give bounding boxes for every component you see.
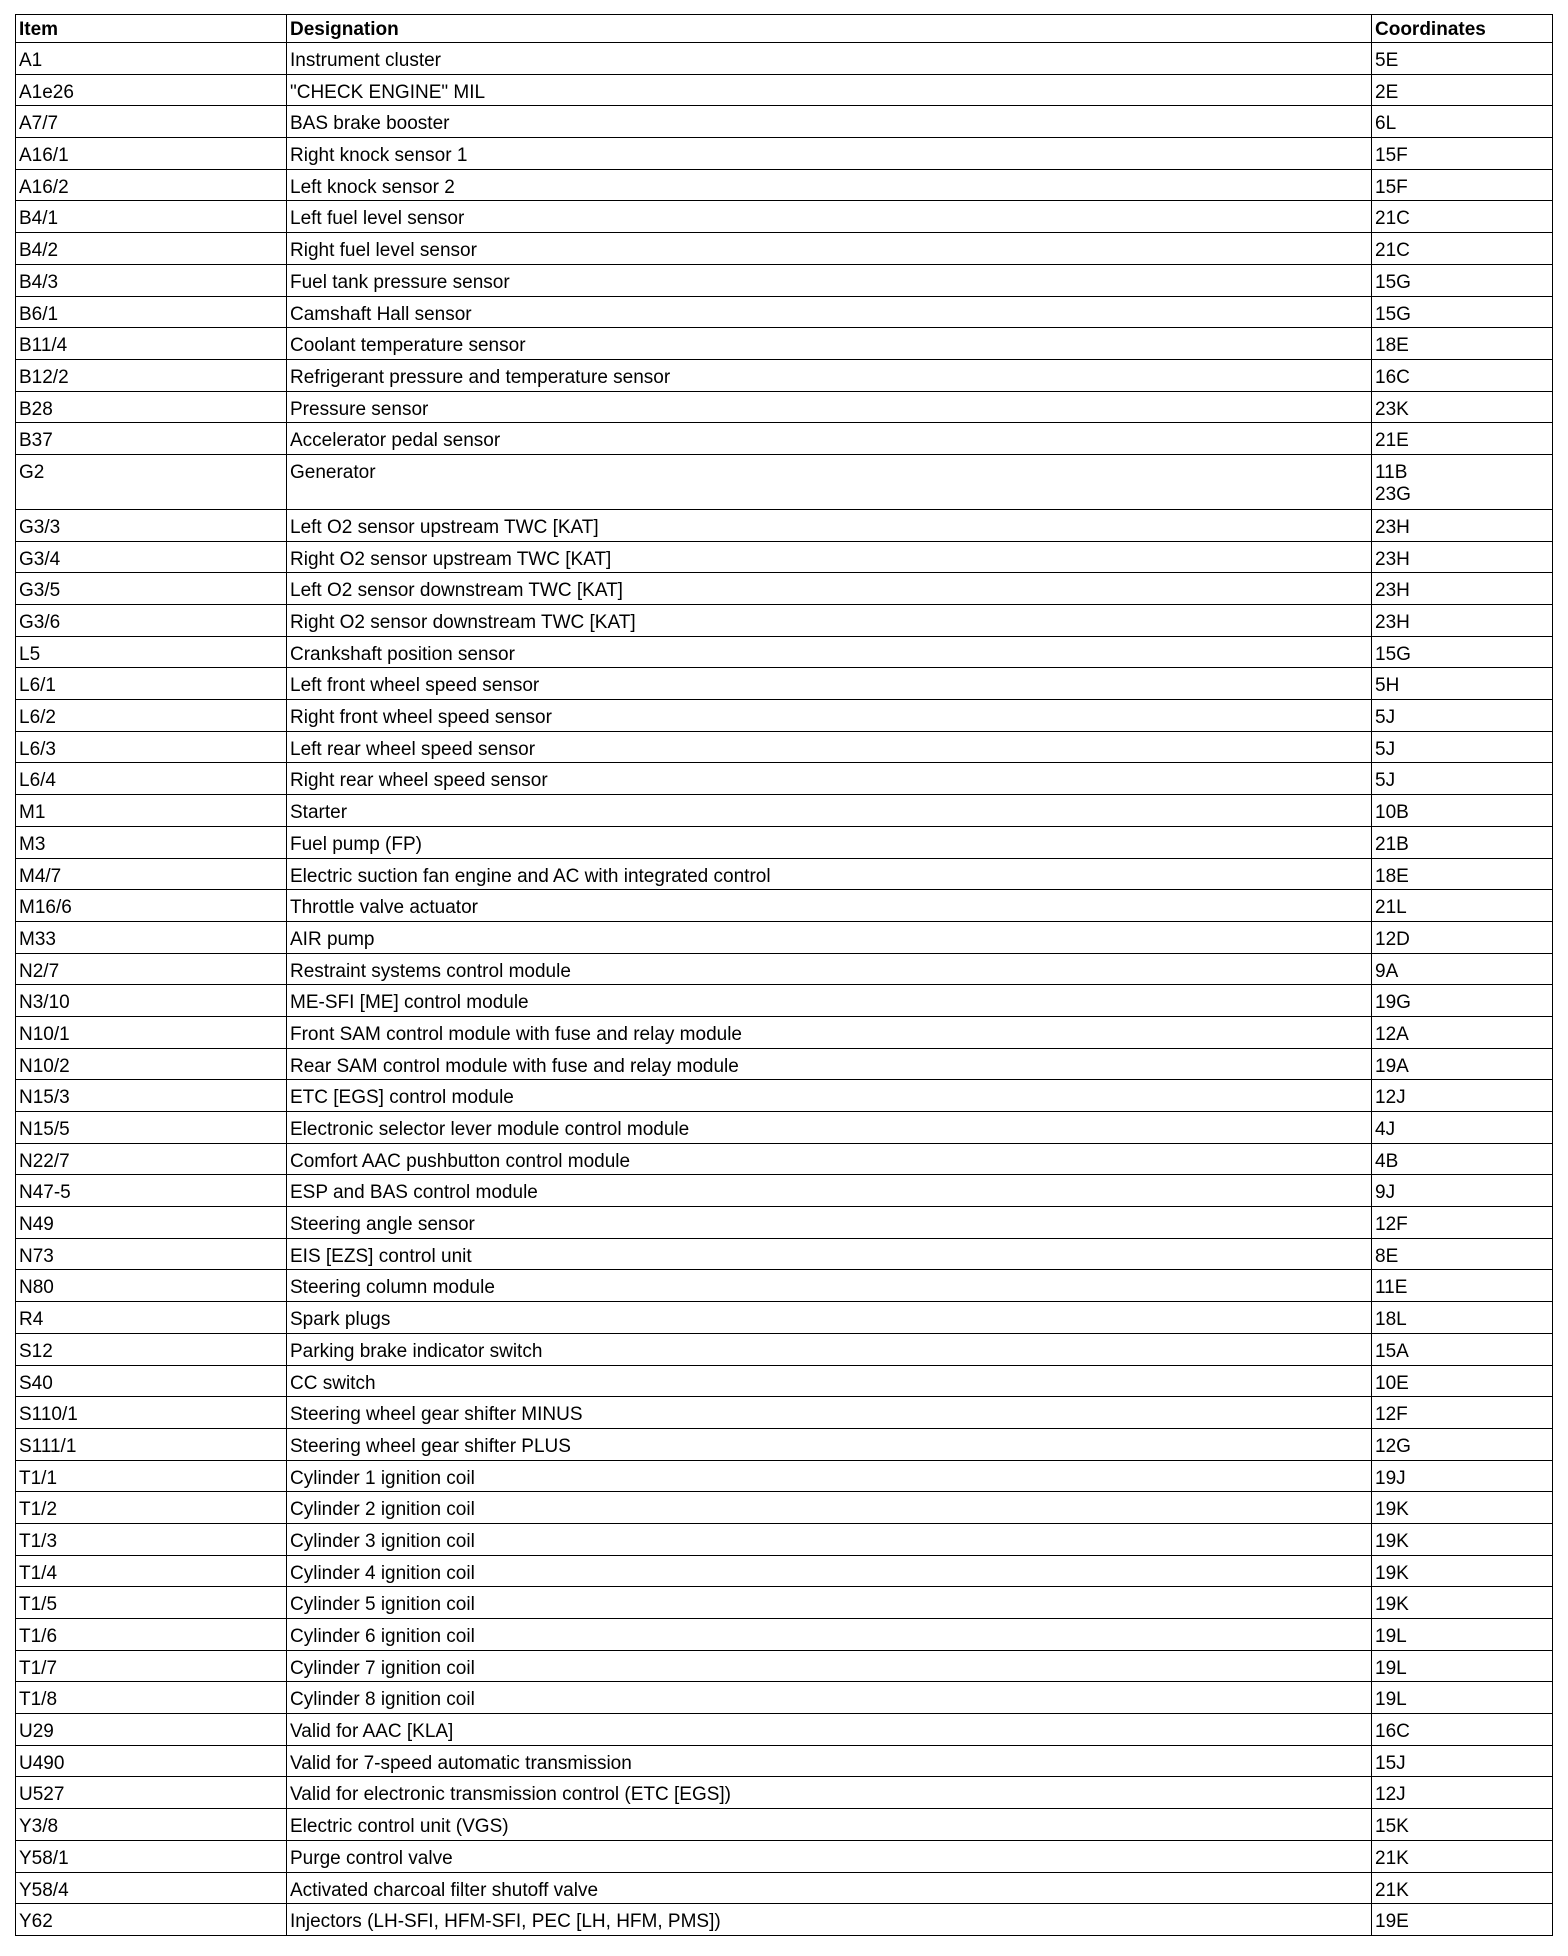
- cell-coordinates: 21K: [1372, 1872, 1553, 1904]
- table-row: [16, 43, 1553, 75]
- table-row: [16, 296, 1553, 328]
- table-row: [16, 1143, 1553, 1175]
- cell-coordinates: 23H: [1372, 573, 1553, 605]
- cell-coordinates: 19E: [1372, 1904, 1553, 1936]
- cell-coordinates: 12D: [1372, 921, 1553, 953]
- cell-coordinates: 21E: [1372, 423, 1553, 455]
- cell-coordinates: 23H: [1372, 509, 1553, 541]
- cell-designation: ETC [EGS] control module: [287, 1080, 1372, 1112]
- cell-designation: Crankshaft position sensor: [287, 636, 1372, 668]
- cell-item: T1/3: [16, 1523, 287, 1555]
- cell-coordinates: 12A: [1372, 1016, 1553, 1048]
- table-row: [16, 391, 1553, 423]
- cell-item: U527: [16, 1777, 287, 1809]
- table-row: [16, 1460, 1553, 1492]
- cell-coordinates: 23H: [1372, 605, 1553, 637]
- cell-coordinates: 9J: [1372, 1175, 1553, 1207]
- cell-designation: ME-SFI [ME] control module: [287, 985, 1372, 1017]
- table-row: [16, 953, 1553, 985]
- cell-item: M3: [16, 826, 287, 858]
- cell-designation: Injectors (LH-SFI, HFM-SFI, PEC [LH, HFM, PMS]): [287, 1904, 1372, 1936]
- cell-item: B4/2: [16, 233, 287, 265]
- cell-designation: Cylinder 8 ignition coil: [287, 1682, 1372, 1714]
- cell-coordinates: 5J: [1372, 763, 1553, 795]
- table-row: [16, 921, 1553, 953]
- table-row: [16, 1492, 1553, 1524]
- cell-designation: CC switch: [287, 1365, 1372, 1397]
- cell-designation: ESP and BAS control module: [287, 1175, 1372, 1207]
- cell-item: T1/8: [16, 1682, 287, 1714]
- table-row: [16, 138, 1553, 170]
- cell-coordinates: 9A: [1372, 953, 1553, 985]
- table-row: [16, 106, 1553, 138]
- cell-item: Y58/4: [16, 1872, 287, 1904]
- table-header: [16, 15, 1553, 43]
- cell-coordinates: 6L: [1372, 106, 1553, 138]
- table-row: [16, 1809, 1553, 1841]
- table-row: [16, 1587, 1553, 1619]
- cell-designation: EIS [EZS] control unit: [287, 1238, 1372, 1270]
- cell-designation: Parking brake indicator switch: [287, 1333, 1372, 1365]
- cell-item: Y62: [16, 1904, 287, 1936]
- table-row: [16, 1682, 1553, 1714]
- cell-coordinates: 21L: [1372, 890, 1553, 922]
- cell-item: L6/2: [16, 700, 287, 732]
- table-row: [16, 169, 1553, 201]
- cell-designation: Refrigerant pressure and temperature sensor: [287, 359, 1372, 391]
- cell-item: T1/1: [16, 1460, 287, 1492]
- cell-item: M1: [16, 795, 287, 827]
- cell-designation: Steering column module: [287, 1270, 1372, 1302]
- table-body: [16, 43, 1553, 1936]
- cell-coordinates: 15K: [1372, 1809, 1553, 1841]
- cell-coordinates: 19K: [1372, 1555, 1553, 1587]
- cell-designation: Cylinder 4 ignition coil: [287, 1555, 1372, 1587]
- cell-designation: Comfort AAC pushbutton control module: [287, 1143, 1372, 1175]
- table-row: [16, 573, 1553, 605]
- cell-coordinates: 15G: [1372, 636, 1553, 668]
- table-row: [16, 700, 1553, 732]
- cell-designation: Left knock sensor 2: [287, 169, 1372, 201]
- cell-designation: Restraint systems control module: [287, 953, 1372, 985]
- table-row: [16, 1840, 1553, 1872]
- cell-designation: Pressure sensor: [287, 391, 1372, 423]
- cell-coordinates: 15G: [1372, 296, 1553, 328]
- cell-coordinates: 10E: [1372, 1365, 1553, 1397]
- table-row: [16, 423, 1553, 455]
- table-row: [16, 890, 1553, 922]
- table-row: [16, 1650, 1553, 1682]
- cell-designation: Cylinder 6 ignition coil: [287, 1619, 1372, 1651]
- table-row: [16, 233, 1553, 265]
- table-row: [16, 985, 1553, 1017]
- cell-item: N10/1: [16, 1016, 287, 1048]
- cell-item: A16/2: [16, 169, 287, 201]
- cell-coordinates: 10B: [1372, 795, 1553, 827]
- cell-item: M33: [16, 921, 287, 953]
- component-legend-page: [15, 14, 1552, 1936]
- cell-item: T1/5: [16, 1587, 287, 1619]
- cell-designation: Camshaft Hall sensor: [287, 296, 1372, 328]
- cell-designation: Right O2 sensor downstream TWC [KAT]: [287, 605, 1372, 637]
- cell-item: G3/5: [16, 573, 287, 605]
- cell-coordinates: 19K: [1372, 1492, 1553, 1524]
- header-item: Item: [16, 15, 287, 43]
- cell-item: S40: [16, 1365, 287, 1397]
- cell-coordinates: 19G: [1372, 985, 1553, 1017]
- cell-coordinates: 21K: [1372, 1840, 1553, 1872]
- cell-designation: Coolant temperature sensor: [287, 328, 1372, 360]
- cell-coordinates: 16C: [1372, 359, 1553, 391]
- table-row: [16, 1112, 1553, 1144]
- table-row: [16, 359, 1553, 391]
- cell-coordinates: 19L: [1372, 1650, 1553, 1682]
- cell-coordinates: 18E: [1372, 328, 1553, 360]
- cell-item: U29: [16, 1714, 287, 1746]
- cell-designation: Steering angle sensor: [287, 1207, 1372, 1239]
- cell-designation: Rear SAM control module with fuse and relay module: [287, 1048, 1372, 1080]
- cell-item: G3/6: [16, 605, 287, 637]
- cell-coordinates: 15F: [1372, 169, 1553, 201]
- cell-coordinates: 21C: [1372, 201, 1553, 233]
- cell-designation: Cylinder 5 ignition coil: [287, 1587, 1372, 1619]
- cell-coordinates: 11E: [1372, 1270, 1553, 1302]
- cell-item: B11/4: [16, 328, 287, 360]
- table-row: [16, 858, 1553, 890]
- cell-coordinates: 5H: [1372, 668, 1553, 700]
- cell-designation: Right rear wheel speed sensor: [287, 763, 1372, 795]
- cell-item: N47-5: [16, 1175, 287, 1207]
- header-row: [16, 15, 1553, 43]
- table-row: [16, 1333, 1553, 1365]
- cell-item: B4/1: [16, 201, 287, 233]
- cell-coordinates: 15F: [1372, 138, 1553, 170]
- cell-item: S111/1: [16, 1428, 287, 1460]
- cell-item: L5: [16, 636, 287, 668]
- cell-designation: Electric control unit (VGS): [287, 1809, 1372, 1841]
- cell-item: M4/7: [16, 858, 287, 890]
- cell-item: N15/5: [16, 1112, 287, 1144]
- table-row: [16, 1555, 1553, 1587]
- cell-coordinates: 18L: [1372, 1302, 1553, 1334]
- cell-item: B12/2: [16, 359, 287, 391]
- table-row: [16, 763, 1553, 795]
- cell-designation: Valid for AAC [KLA]: [287, 1714, 1372, 1746]
- cell-item: G2: [16, 454, 287, 509]
- table-row: [16, 1175, 1553, 1207]
- table-row: [16, 1523, 1553, 1555]
- cell-coordinates: 12F: [1372, 1207, 1553, 1239]
- cell-coordinates: 12G: [1372, 1428, 1553, 1460]
- cell-item: L6/1: [16, 668, 287, 700]
- cell-item: A16/1: [16, 138, 287, 170]
- table-row: [16, 74, 1553, 106]
- cell-coordinates: 19K: [1372, 1587, 1553, 1619]
- cell-designation: Left O2 sensor upstream TWC [KAT]: [287, 509, 1372, 541]
- cell-coordinates: 18E: [1372, 858, 1553, 890]
- table-row: [16, 1080, 1553, 1112]
- cell-designation: Cylinder 3 ignition coil: [287, 1523, 1372, 1555]
- cell-coordinates: 21C: [1372, 233, 1553, 265]
- cell-coordinates: 5J: [1372, 700, 1553, 732]
- cell-item: N2/7: [16, 953, 287, 985]
- cell-coordinates: 19A: [1372, 1048, 1553, 1080]
- table-row: [16, 795, 1553, 827]
- cell-designation: Electronic selector lever module control module: [287, 1112, 1372, 1144]
- table-row: [16, 1238, 1553, 1270]
- cell-designation: Steering wheel gear shifter MINUS: [287, 1397, 1372, 1429]
- cell-designation: Starter: [287, 795, 1372, 827]
- table-row: [16, 1745, 1553, 1777]
- cell-designation: "CHECK ENGINE" MIL: [287, 74, 1372, 106]
- cell-designation: Electric suction fan engine and AC with integrated control: [287, 858, 1372, 890]
- cell-coordinates: 19J: [1372, 1460, 1553, 1492]
- cell-item: N22/7: [16, 1143, 287, 1175]
- cell-designation: Left O2 sensor downstream TWC [KAT]: [287, 573, 1372, 605]
- cell-coordinates: 23K: [1372, 391, 1553, 423]
- cell-designation: Front SAM control module with fuse and relay module: [287, 1016, 1372, 1048]
- cell-designation: BAS brake booster: [287, 106, 1372, 138]
- cell-coordinates: 12J: [1372, 1777, 1553, 1809]
- cell-coordinates: 2E: [1372, 74, 1553, 106]
- cell-coordinates: 19L: [1372, 1682, 1553, 1714]
- cell-designation: Valid for 7-speed automatic transmission: [287, 1745, 1372, 1777]
- component-table: [15, 14, 1553, 1936]
- table-row: [16, 826, 1553, 858]
- cell-designation: Valid for electronic transmission control (ETC [EGS]): [287, 1777, 1372, 1809]
- cell-designation: Fuel pump (FP): [287, 826, 1372, 858]
- cell-item: N15/3: [16, 1080, 287, 1112]
- cell-coordinates: 8E: [1372, 1238, 1553, 1270]
- table-row: [16, 1397, 1553, 1429]
- cell-item: N80: [16, 1270, 287, 1302]
- cell-coordinates: 16C: [1372, 1714, 1553, 1746]
- table-row: [16, 1302, 1553, 1334]
- cell-coordinates: 12J: [1372, 1080, 1553, 1112]
- cell-coordinates: 15A: [1372, 1333, 1553, 1365]
- cell-designation: Right front wheel speed sensor: [287, 700, 1372, 732]
- table-row: [16, 1714, 1553, 1746]
- table-row: [16, 264, 1553, 296]
- cell-designation: Right fuel level sensor: [287, 233, 1372, 265]
- cell-designation: Left rear wheel speed sensor: [287, 731, 1372, 763]
- table-row: [16, 328, 1553, 360]
- cell-item: Y3/8: [16, 1809, 287, 1841]
- table-row: [16, 1270, 1553, 1302]
- cell-item: L6/3: [16, 731, 287, 763]
- table-row: [16, 1428, 1553, 1460]
- table-row: [16, 1016, 1553, 1048]
- cell-coordinates: 4B: [1372, 1143, 1553, 1175]
- cell-designation: Left front wheel speed sensor: [287, 668, 1372, 700]
- cell-designation: Cylinder 7 ignition coil: [287, 1650, 1372, 1682]
- cell-item: M16/6: [16, 890, 287, 922]
- cell-designation: Left fuel level sensor: [287, 201, 1372, 233]
- cell-designation: Fuel tank pressure sensor: [287, 264, 1372, 296]
- cell-designation: AIR pump: [287, 921, 1372, 953]
- cell-item: T1/6: [16, 1619, 287, 1651]
- cell-item: L6/4: [16, 763, 287, 795]
- cell-item: A7/7: [16, 106, 287, 138]
- table-row: [16, 636, 1553, 668]
- header-coordinates: Coordinates: [1372, 15, 1553, 43]
- table-row: [16, 668, 1553, 700]
- cell-item: N10/2: [16, 1048, 287, 1080]
- cell-coordinates: 21B: [1372, 826, 1553, 858]
- cell-item: N3/10: [16, 985, 287, 1017]
- cell-item: B4/3: [16, 264, 287, 296]
- cell-item: U490: [16, 1745, 287, 1777]
- cell-item: B6/1: [16, 296, 287, 328]
- cell-coordinates: 4J: [1372, 1112, 1553, 1144]
- header-designation: Designation: [287, 15, 1372, 43]
- cell-coordinates: 11B 23G: [1372, 454, 1553, 509]
- cell-item: A1: [16, 43, 287, 75]
- cell-designation: Cylinder 2 ignition coil: [287, 1492, 1372, 1524]
- cell-coordinates: 15J: [1372, 1745, 1553, 1777]
- cell-designation: Right O2 sensor upstream TWC [KAT]: [287, 541, 1372, 573]
- cell-item: T1/7: [16, 1650, 287, 1682]
- cell-item: A1e26: [16, 74, 287, 106]
- cell-designation: Activated charcoal filter shutoff valve: [287, 1872, 1372, 1904]
- cell-coordinates: 5J: [1372, 731, 1553, 763]
- cell-designation: Instrument cluster: [287, 43, 1372, 75]
- cell-designation: Steering wheel gear shifter PLUS: [287, 1428, 1372, 1460]
- cell-designation: Purge control valve: [287, 1840, 1372, 1872]
- table-row: [16, 541, 1553, 573]
- table-row: [16, 605, 1553, 637]
- cell-designation: Spark plugs: [287, 1302, 1372, 1334]
- table-row: [16, 1777, 1553, 1809]
- table-row: [16, 509, 1553, 541]
- cell-item: T1/2: [16, 1492, 287, 1524]
- table-row: [16, 1048, 1553, 1080]
- cell-designation: Generator: [287, 454, 1372, 509]
- table-row: [16, 454, 1553, 509]
- cell-designation: Accelerator pedal sensor: [287, 423, 1372, 455]
- cell-item: G3/4: [16, 541, 287, 573]
- cell-item: Y58/1: [16, 1840, 287, 1872]
- cell-item: S110/1: [16, 1397, 287, 1429]
- cell-item: T1/4: [16, 1555, 287, 1587]
- cell-coordinates: 19K: [1372, 1523, 1553, 1555]
- cell-designation: Cylinder 1 ignition coil: [287, 1460, 1372, 1492]
- cell-item: G3/3: [16, 509, 287, 541]
- table-row: [16, 1619, 1553, 1651]
- cell-coordinates: 19L: [1372, 1619, 1553, 1651]
- cell-item: B37: [16, 423, 287, 455]
- table-row: [16, 201, 1553, 233]
- cell-item: R4: [16, 1302, 287, 1334]
- cell-coordinates: 15G: [1372, 264, 1553, 296]
- table-row: [16, 1207, 1553, 1239]
- cell-coordinates: 5E: [1372, 43, 1553, 75]
- cell-coordinates: 12F: [1372, 1397, 1553, 1429]
- table-row: [16, 1904, 1553, 1936]
- cell-item: B28: [16, 391, 287, 423]
- cell-item: S12: [16, 1333, 287, 1365]
- cell-coordinates: 23H: [1372, 541, 1553, 573]
- cell-item: N49: [16, 1207, 287, 1239]
- table-row: [16, 1365, 1553, 1397]
- table-row: [16, 1872, 1553, 1904]
- cell-designation: Throttle valve actuator: [287, 890, 1372, 922]
- cell-designation: Right knock sensor 1: [287, 138, 1372, 170]
- table-row: [16, 731, 1553, 763]
- cell-item: N73: [16, 1238, 287, 1270]
